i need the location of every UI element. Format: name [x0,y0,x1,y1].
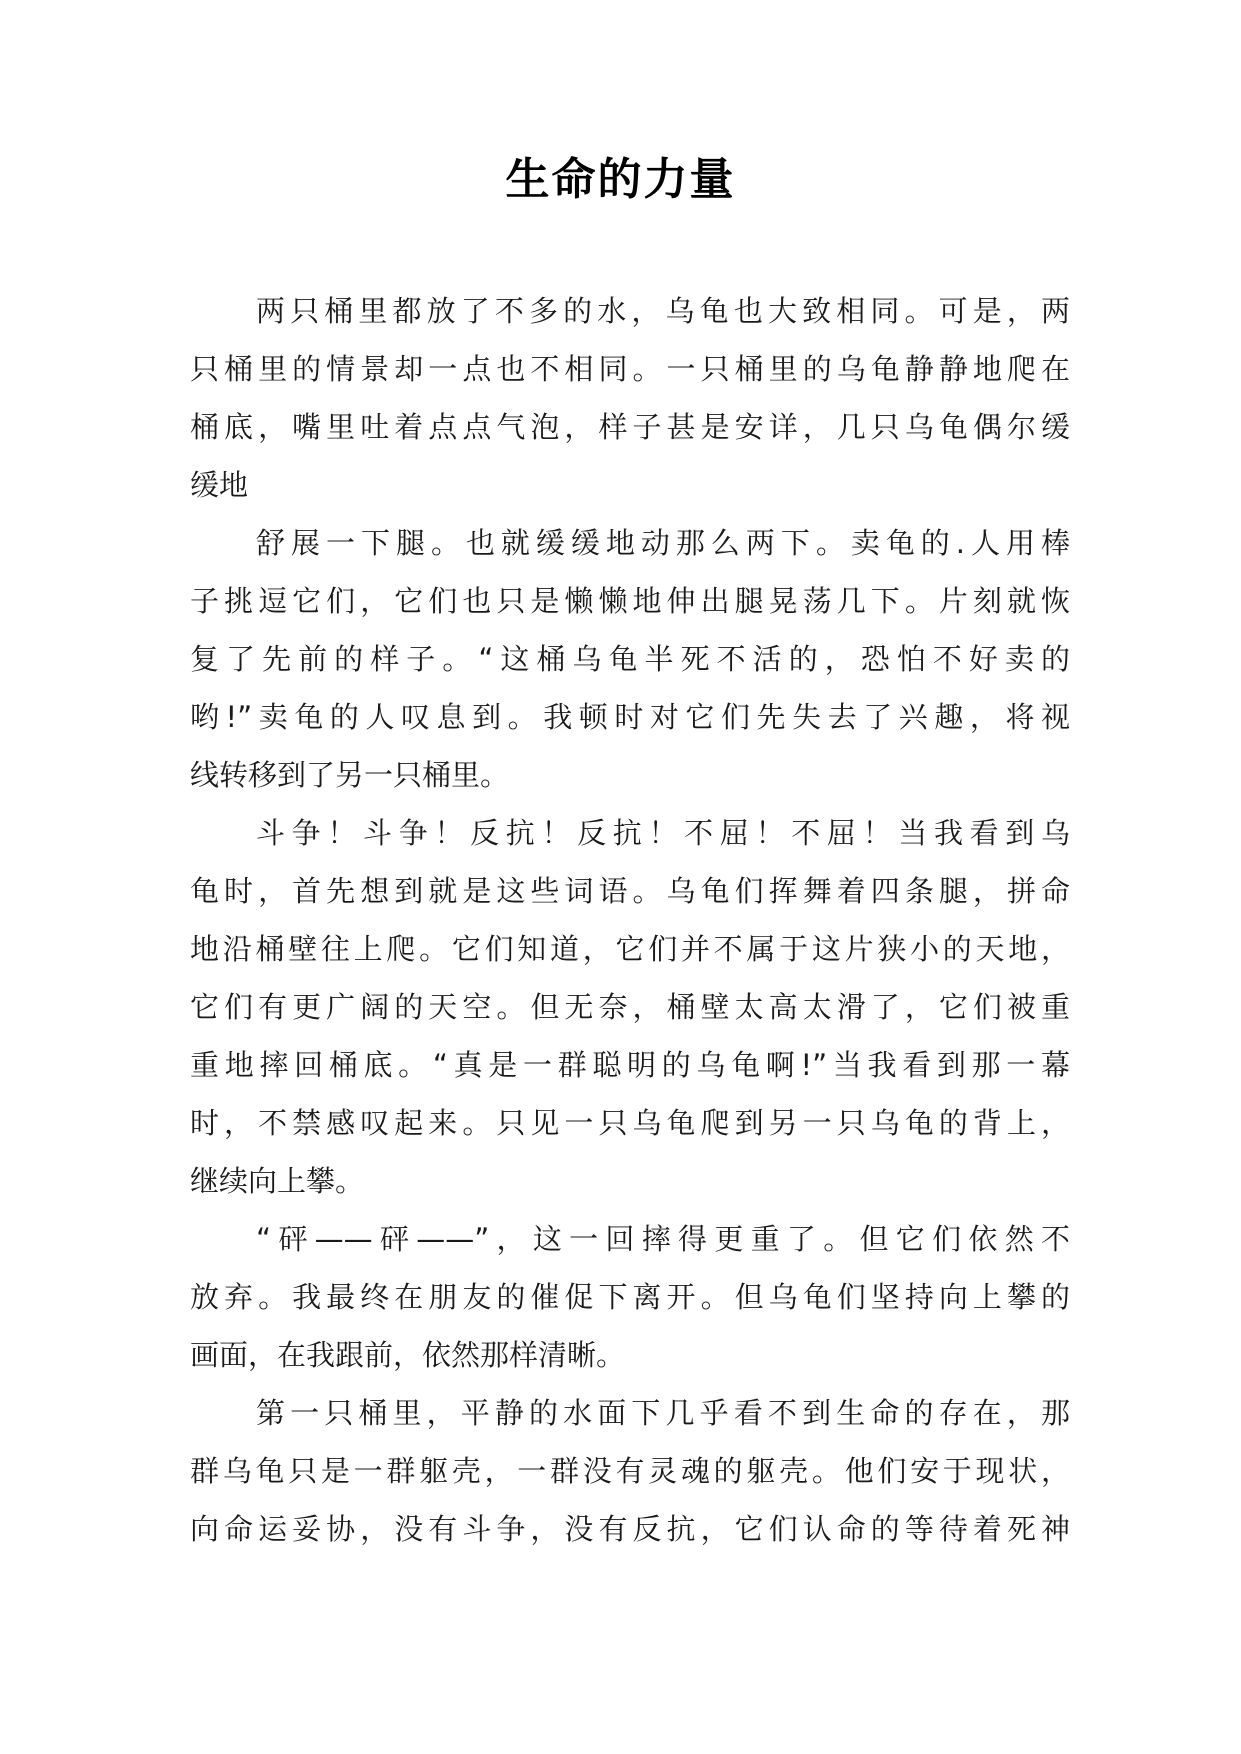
text-line: 缓地 [190,468,249,502]
text-line: “砰——砰——”，这一回摔得更重了。但它们依然不 [256,1222,1070,1256]
text-line: 放弃。我最终在朋友的催促下离开。但乌龟们坚持向上攀的 [190,1280,1070,1314]
text-line: 向命运妥协，没有斗争，没有反抗，它们认命的等待着死神 [190,1512,1070,1546]
text-line: 斗争！斗争！反抗！反抗！不屈！不屈！当我看到乌 [256,816,1070,850]
text-line: 地沿桶壁往上爬。它们知道，它们并不属于这片狭小的天地， [190,932,1070,966]
text-line: 复了先前的样子。“这桶乌龟半死不活的，恐怕不好卖的 [190,642,1070,676]
text-line: 线转移到了另一只桶里。 [190,758,510,792]
text-line: 第一只桶里，平静的水面下几乎看不到生命的存在，那 [256,1396,1070,1430]
text-line: 舒展一下腿。也就缓缓地动那么两下。卖龟的.人用棒 [256,526,1070,560]
text-line: 继续向上攀。 [190,1164,365,1198]
text-line: 群乌龟只是一群躯壳，一群没有灵魂的躯壳。他们安于现状， [190,1454,1070,1488]
text-line: 两只桶里都放了不多的水，乌龟也大致相同。可是，两 [256,294,1070,328]
text-line: 只桶里的情景却一点也不相同。一只桶里的乌龟静静地爬在 [190,352,1070,386]
text-line: 子挑逗它们，它们也只是懒懒地伸出腿晃荡几下。片刻就恢 [190,584,1070,618]
text-line: 重地摔回桶底。“真是一群聪明的乌龟啊!”当我看到那一幕 [190,1048,1070,1082]
document-body [190,282,1070,1558]
text-line: 桶底，嘴里吐着点点气泡，样子甚是安详，几只乌龟偶尔缓 [190,410,1070,444]
text-line: 时，不禁感叹起来。只见一只乌龟爬到另一只乌龟的背上， [190,1106,1070,1140]
text-line: 画面，在我跟前，依然那样清晰。 [190,1338,626,1372]
document-title: 生命的力量 [505,154,736,205]
text-line: 龟时，首先想到就是这些词语。乌龟们挥舞着四条腿，拼命 [190,874,1070,908]
text-line: 它们有更广阔的天空。但无奈，桶壁太高太滑了，它们被重 [190,990,1070,1024]
text-line: 哟!”卖龟的人叹息到。我顿时对它们先失去了兴趣，将视 [190,700,1070,734]
